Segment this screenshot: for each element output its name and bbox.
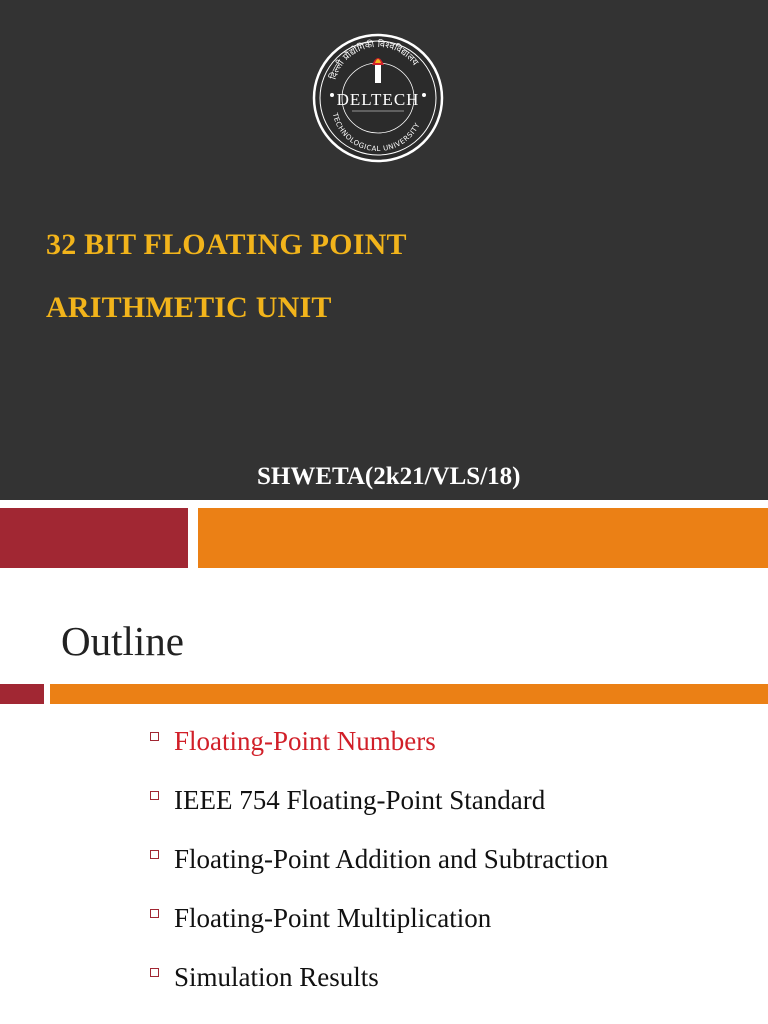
- seal-arc-text: TECHNOLOGICAL UNIVERSITY: [330, 112, 422, 154]
- square-bullet-icon: [150, 909, 159, 918]
- square-bullet-icon: [150, 850, 159, 859]
- list-item: [150, 712, 608, 771]
- deltech-seal-icon: [312, 33, 444, 163]
- list-item: [150, 830, 608, 889]
- divider-bar-orange: [50, 684, 768, 704]
- outline-list: [150, 712, 608, 1007]
- list-item-label: Floating-Point Multiplication: [174, 903, 492, 933]
- svg-text:दिल्ली प्रौद्योगिकी विश्वविद्य: दिल्ली प्रौद्योगिकी विश्वविद्यालय: [328, 39, 420, 82]
- author-label: SHWETA(2k21/VLS/18): [257, 463, 521, 490]
- divider-bar-red: [0, 684, 44, 704]
- square-bullet-icon: [150, 791, 159, 800]
- slide-title-line1: 32 BIT FLOATING POINT: [46, 228, 407, 261]
- list-item: [150, 948, 608, 1007]
- slide-title-line2: ARITHMETIC UNIT: [46, 291, 332, 324]
- list-item: [150, 771, 608, 830]
- accent-bar-red: [0, 508, 188, 568]
- list-item: [150, 889, 608, 948]
- list-item-label: Floating-Point Numbers: [174, 726, 436, 756]
- accent-bar-orange: [198, 508, 768, 568]
- square-bullet-icon: [150, 732, 159, 741]
- title-slide: [0, 0, 768, 500]
- list-item-label: IEEE 754 Floating-Point Standard: [174, 785, 546, 815]
- list-item-label: Simulation Results: [174, 962, 379, 992]
- square-bullet-icon: [150, 968, 159, 977]
- outline-title: Outline: [61, 618, 184, 664]
- list-item-label: Floating-Point Addition and Subtraction: [174, 844, 609, 874]
- seal-wordmark: DELTECH: [336, 90, 420, 109]
